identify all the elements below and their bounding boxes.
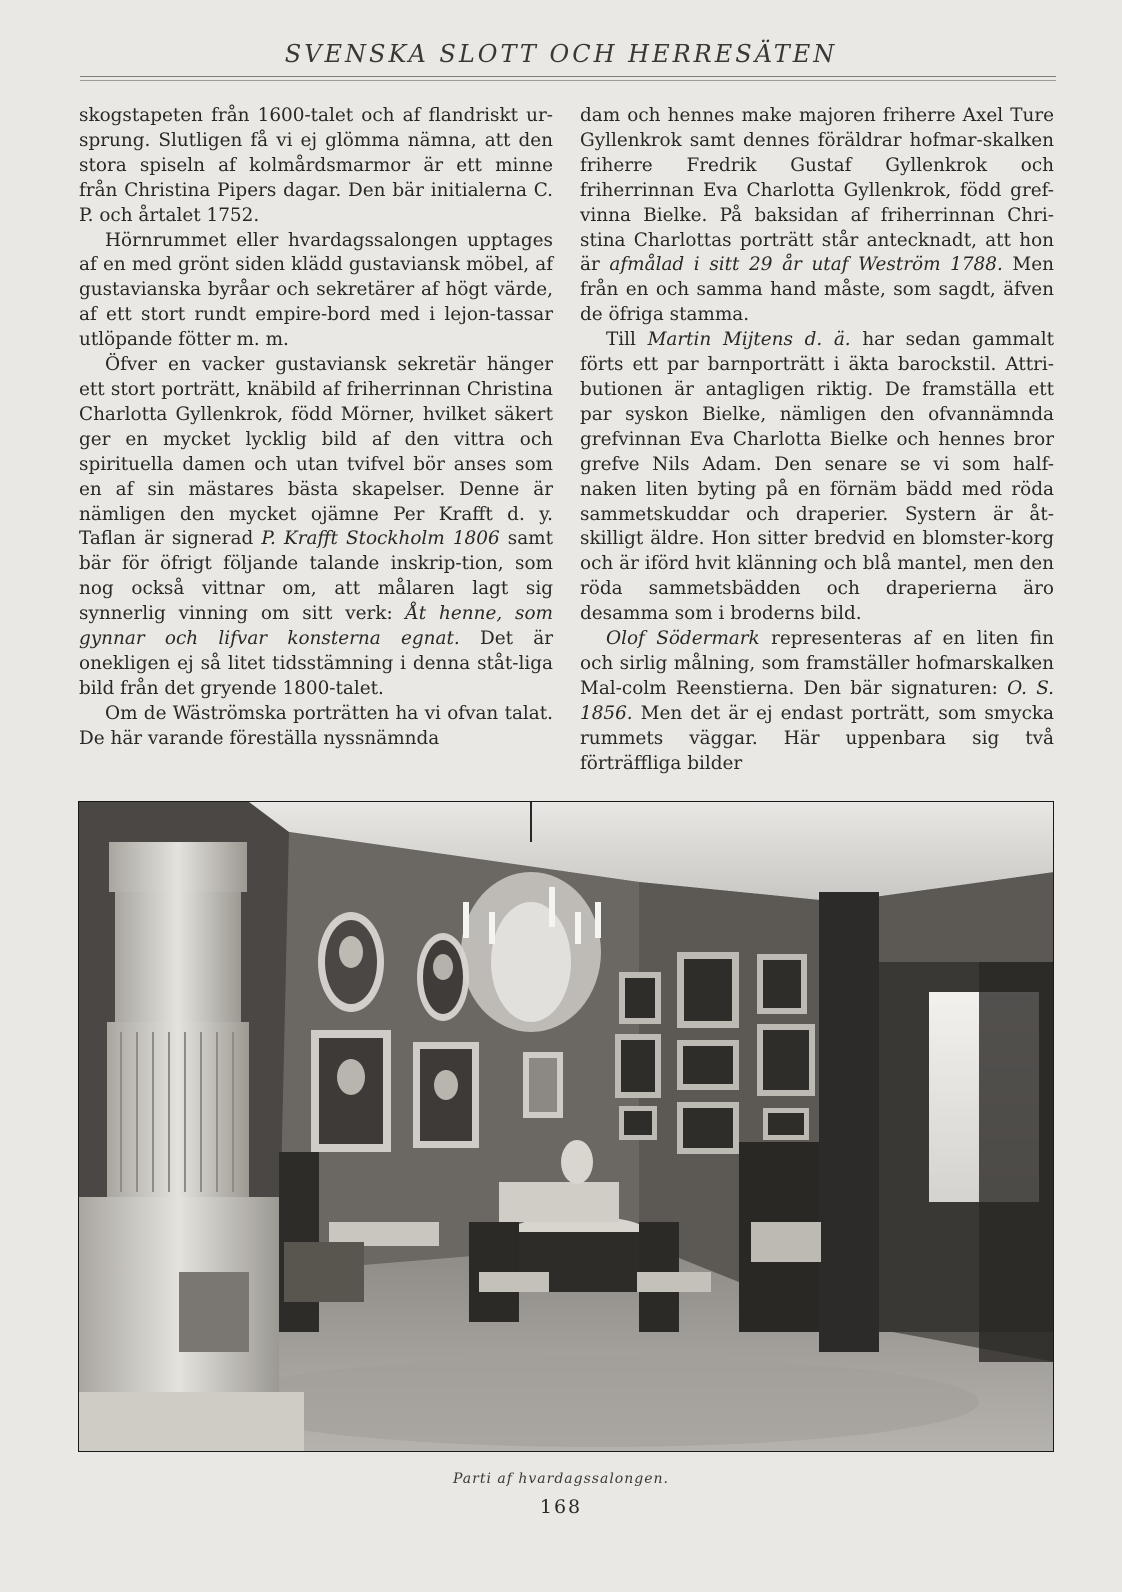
paragraph: Till Martin Mijtens d. ä. har sedan gammalt förts ett par barnporträtt i äkta barockstil. Attri-butionen är antagligen riktig. De framställa ett par syskon Bielke, nämligen den ofvannämnda grefvinnan Eva Charlotta Bielke och hennes bror grefve Nils Adam. Den senare se vi som half-naken liten byting på en förnäm bädd med röda sammetskuddar och draperier. Systern är åt-skilligt äldre. Hon sitter bredvid en blomster-korg och är iförd hvit klänning och blå mantel, men den röda sammetsbädden och draperierna äro desamma som i broderns bild. (580, 329, 1054, 625)
paragraph: Om de Wäströmska porträtten ha vi ofvan talat. De här varande föreställa nyssnämnda (79, 702, 553, 749)
paragraph: dam och hennes make majoren friherre Axel Ture Gyllenkrok samt dennes föräldrar hofmar-skalken friherre Fredrik Gustaf Gyllenkrok och friherrinnan Eva Charlotta Gyllenkrok, född gref-vinna Bielke. På baksidan af friherrinnan Chri-stina Charlottas porträtt står antecknadt, att hon är afmålad i sitt 29 år utaf Weström 1788. Men från en och samma hand måste, som sagdt, äfven de öfriga stamma. (580, 105, 1054, 326)
artist-name: Olof Södermark (606, 628, 760, 650)
left-column (79, 104, 553, 752)
header-rule (80, 76, 1056, 77)
paragraph: Olof Södermark representeras af en liten fin och sirlig målning, som framställer hofmarskalken Mal-colm Reenstierna. Den bär signaturen: O. S. 1856. Men det är ej endast porträtt, som smycka rummets väggar. Här uppenbara sig två förträffliga bilder (580, 628, 1054, 774)
paragraph: Hörnrummet eller hvardagssalongen upptages af en med grönt siden klädd gustaviansk möbel, af gustavianska byråar och sekretärer af högt värde, af ett stort rundt empire-bord med i lejon-tassar utlöpande fötter m. m. (79, 229, 553, 351)
running-title: SVENSKA SLOTT OCH HERRESÄTEN (284, 40, 838, 68)
note-text: afmålad i sitt 29 år utaf Weström 1788. (609, 254, 1003, 276)
signature-text: O. S. 1856. (580, 677, 1054, 724)
paragraph: skogstapeten från 1600-talet och af flandriskt ur-sprung. Slutligen få vi ej glömma nämna, att den stora spiseln af kolmårdsmarmor är ett minne från Christina Pipers dagar. Den bär initialerna C. P. och årtalet 1752. (79, 105, 553, 226)
page-number: 168 (539, 1496, 583, 1518)
salon-photograph-illustration (79, 802, 1054, 1452)
salon-photograph (78, 801, 1054, 1452)
signature-text: P. Krafft Stockholm 1806 (261, 528, 500, 550)
header-rule-lower (80, 80, 1056, 81)
right-column (580, 104, 1054, 776)
inscription-text: Åt henne, som gynnar och lifvar konsterna egnat. (79, 603, 553, 650)
artist-name: Martin Mijtens d. ä. (647, 329, 851, 351)
figure-caption: Parti af hvardagssalongen. (453, 1471, 669, 1487)
paragraph: Öfver en vacker gustaviansk sekretär hänger ett stort porträtt, knäbild af friherrinnan Christina Charlotta Gyllenkrok, född Mörner, hvilket säkert ger en mycket lycklig bild af den vittra och spirituella damen och utan tvifvel bör anses som en af sin mästares bästa skapelser. Denne är nämligen den mycket ojämne Per Krafft d. y. Taflan är signerad P. Krafft Stockholm 1806 samt bär för öfrigt följande talande inskrip-tion, som nog också vittnar om, att målaren lagt sig synnerlig vinning om sitt verk: Åt henne, som gynnar och lifvar konsterna egnat. Det är onekligen ej så litet tidsstämning i denna ståt-liga bild från det gryende 1800-talet. (79, 354, 554, 699)
